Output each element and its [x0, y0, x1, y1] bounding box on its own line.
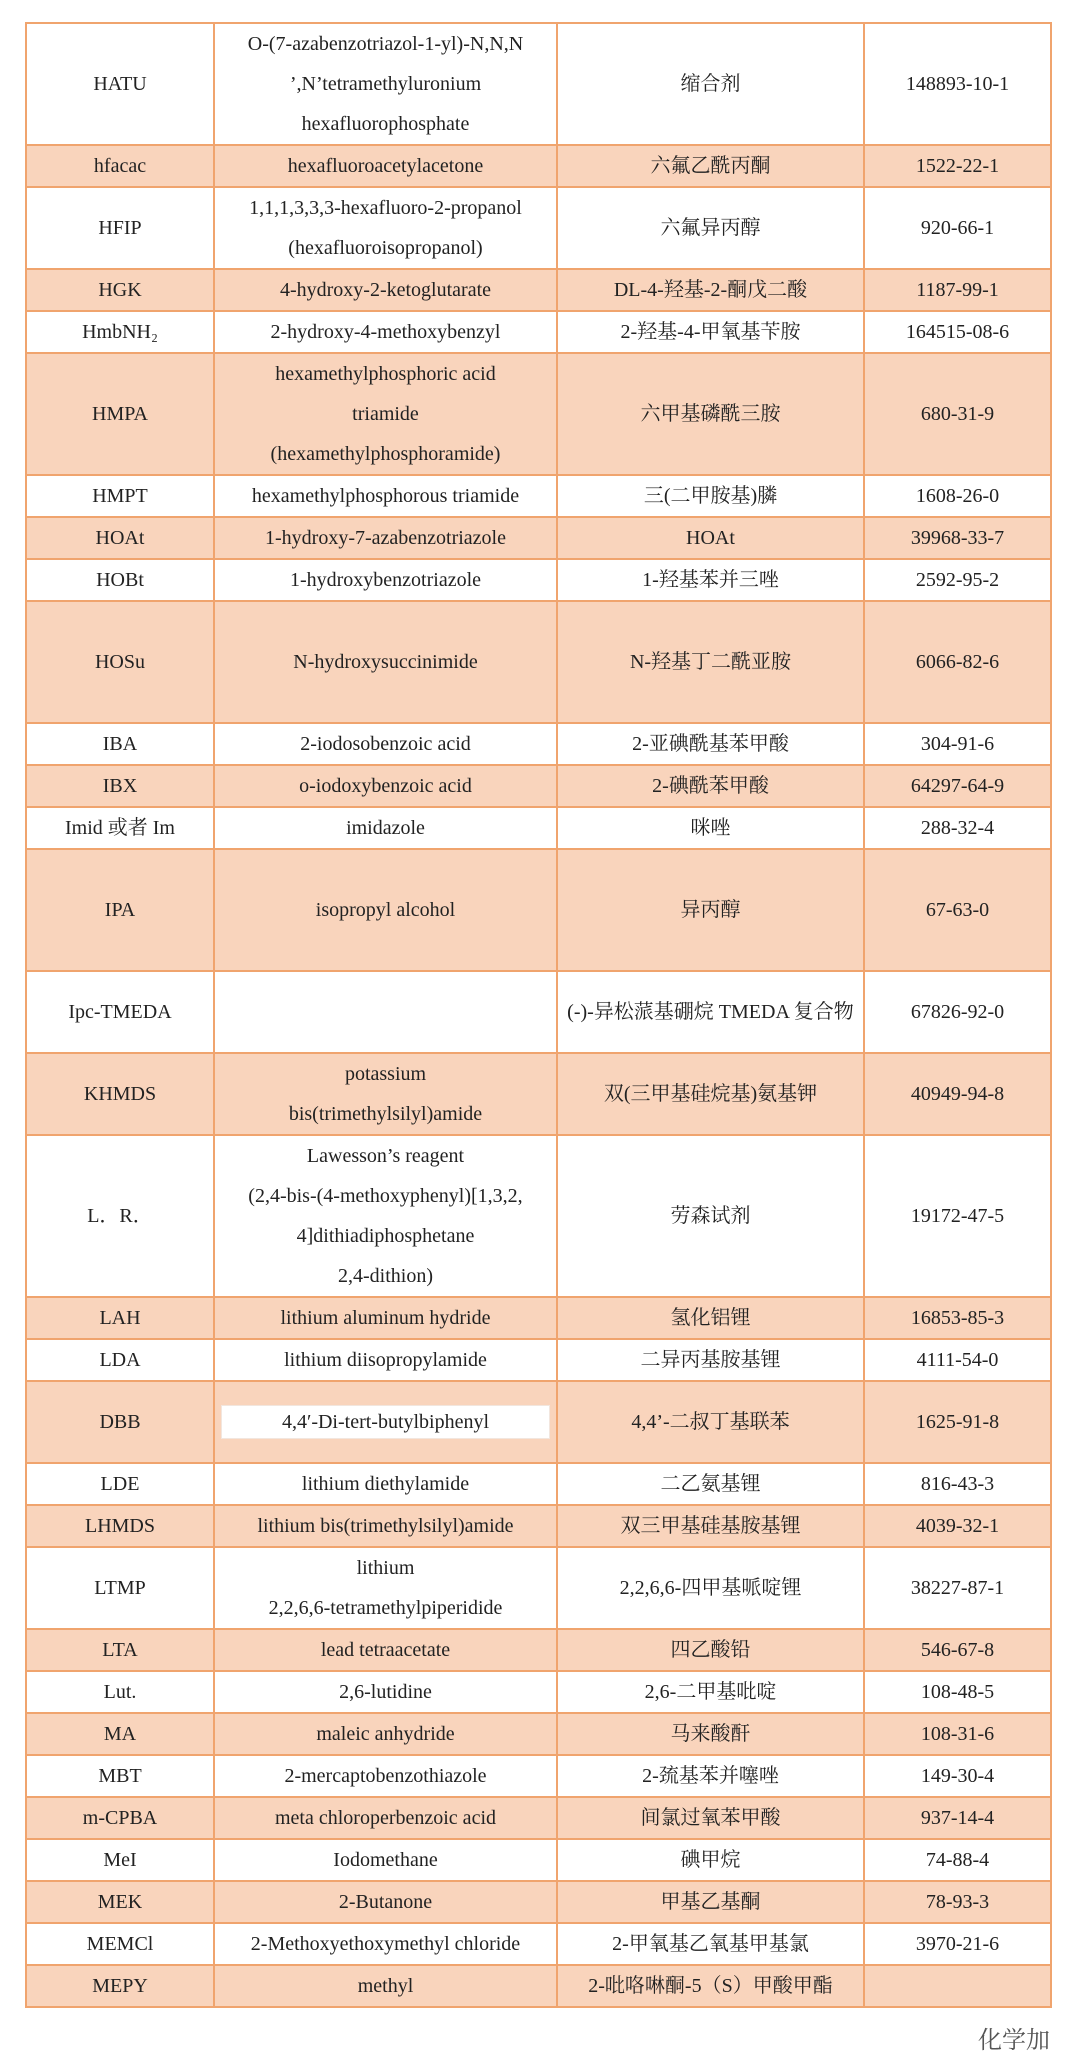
english-name-cell: [214, 601, 557, 723]
watermark-logo-text: 化学加: [978, 2026, 1050, 2054]
english-name-line: maleic anhydride: [316, 1723, 455, 1745]
english-name-line: 2-mercaptobenzothiazole: [284, 1765, 487, 1787]
chinese-name-cell: 2-巯基苯并噻唑: [557, 1755, 864, 1797]
chinese-name-cell: 双三甲基硅基胺基锂: [557, 1505, 864, 1547]
english-name-cell: [214, 1629, 557, 1671]
chinese-name-cell: 缩合剂: [557, 23, 864, 145]
abbreviation-cell: DBB: [26, 1381, 214, 1463]
english-name-cell: [214, 1053, 557, 1135]
english-name-line: 2,6-lutidine: [339, 1681, 432, 1703]
abbreviation-cell: MBT: [26, 1755, 214, 1797]
english-name-line: hexafluoroacetylacetone: [287, 155, 484, 177]
english-name-line: (2,4-bis-(4-methoxyphenyl)[1,3,2,: [248, 1185, 523, 1207]
english-name-cell: [214, 1965, 557, 2007]
english-name-cell: [214, 723, 557, 765]
english-name-cell: [214, 145, 557, 187]
table-row: [26, 1629, 1051, 1671]
table-row: [26, 1713, 1051, 1755]
table-row: [26, 1053, 1051, 1135]
cas-number-cell: 39968-33-7: [864, 517, 1051, 559]
abbreviation-cell: KHMDS: [26, 1053, 214, 1135]
english-name-cell: [214, 517, 557, 559]
english-name-cell: [214, 1923, 557, 1965]
reagent-abbreviation-table: [25, 22, 1052, 2008]
english-name-cell: [214, 1839, 557, 1881]
english-name-cell: [214, 1671, 557, 1713]
table-row: [26, 187, 1051, 269]
cas-number-cell: 680-31-9: [864, 353, 1051, 475]
english-name-cell: [214, 23, 557, 145]
english-name-cell: [214, 187, 557, 269]
cas-number-cell: 74-88-4: [864, 1839, 1051, 1881]
english-name-line: triamide: [352, 403, 419, 425]
table-row: [26, 1339, 1051, 1381]
cas-number-cell: 304-91-6: [864, 723, 1051, 765]
abbreviation-cell: IPA: [26, 849, 214, 971]
cas-number-cell: 108-48-5: [864, 1671, 1051, 1713]
abbreviation-cell: hfacac: [26, 145, 214, 187]
table-row: [26, 517, 1051, 559]
english-name-line: 4-hydroxy-2-ketoglutarate: [279, 279, 492, 301]
table-row: [26, 1505, 1051, 1547]
chinese-name-cell: 2,2,6,6-四甲基哌啶锂: [557, 1547, 864, 1629]
table-row: [26, 1297, 1051, 1339]
abbreviation-cell: L．R．: [26, 1135, 214, 1297]
chinese-name-cell: N-羟基丁二酰亚胺: [557, 601, 864, 723]
cas-number-cell: 816-43-3: [864, 1463, 1051, 1505]
cas-number-cell: 149-30-4: [864, 1755, 1051, 1797]
abbreviation-cell: HOBt: [26, 559, 214, 601]
english-name-cell: [214, 849, 557, 971]
table-row: [26, 807, 1051, 849]
cas-number-cell: 40949-94-8: [864, 1053, 1051, 1135]
table-row: [26, 971, 1051, 1053]
table-row: [26, 269, 1051, 311]
english-name-cell: [214, 1755, 557, 1797]
cas-number-cell: 1187-99-1: [864, 269, 1051, 311]
english-name-line: isopropyl alcohol: [315, 899, 456, 921]
cas-number-cell: 148893-10-1: [864, 23, 1051, 145]
abbreviation-cell: MeI: [26, 1839, 214, 1881]
abbreviation-cell: HGK: [26, 269, 214, 311]
cas-number-cell: 3970-21-6: [864, 1923, 1051, 1965]
english-name-line: lithium aluminum hydride: [280, 1307, 491, 1329]
abbreviation-cell: MA: [26, 1713, 214, 1755]
english-name-cell: [214, 1297, 557, 1339]
chinese-name-cell: 马来酸酐: [557, 1713, 864, 1755]
english-name-line: 2-hydroxy-4-methoxybenzyl: [270, 321, 501, 343]
cas-number-cell: 19172-47-5: [864, 1135, 1051, 1297]
table-row: [26, 1755, 1051, 1797]
chinese-name-cell: 2-甲氧基乙氧基甲基氯: [557, 1923, 864, 1965]
cas-number-cell: 1625-91-8: [864, 1381, 1051, 1463]
table-row: [26, 145, 1051, 187]
table-row: [26, 1381, 1051, 1463]
english-name-line: N-hydroxysuccinimide: [293, 651, 478, 673]
reagent-table-container: [25, 22, 1050, 2008]
cas-number-cell: 38227-87-1: [864, 1547, 1051, 1629]
abbreviation-cell: IBA: [26, 723, 214, 765]
english-name-cell: [214, 269, 557, 311]
english-name-cell: [214, 475, 557, 517]
english-name-cell: [214, 1547, 557, 1629]
cas-number-cell: 78-93-3: [864, 1881, 1051, 1923]
cas-number-cell: 4111-54-0: [864, 1339, 1051, 1381]
english-name-line: 4]dithiadiphosphetane: [296, 1225, 475, 1247]
chinese-name-cell: 2-亚碘酰基苯甲酸: [557, 723, 864, 765]
chinese-name-cell: 四乙酸铅: [557, 1629, 864, 1671]
english-name-line: meta chloroperbenzoic acid: [275, 1807, 496, 1829]
table-row: [26, 723, 1051, 765]
english-name-line: 1,1,1,3,3,3-hexafluoro-2-propanol: [249, 197, 522, 219]
english-name-line: 2-iodosobenzoic acid: [300, 733, 471, 755]
english-name-line: hexafluorophosphate: [301, 113, 470, 135]
table-row: [26, 1839, 1051, 1881]
abbreviation-cell: LTMP: [26, 1547, 214, 1629]
table-row: [26, 1797, 1051, 1839]
english-name-line: O-(7-azabenzotriazol-1-yl)-N,N,N: [247, 33, 524, 55]
english-name-line: lithium diethylamide: [301, 1473, 470, 1495]
cas-number-cell: 16853-85-3: [864, 1297, 1051, 1339]
chinese-name-cell: 双(三甲基硅烷基)氨基钾: [557, 1053, 864, 1135]
english-name-cell: [214, 1505, 557, 1547]
cas-number-cell: 937-14-4: [864, 1797, 1051, 1839]
chinese-name-cell: 六甲基磷酰三胺: [557, 353, 864, 475]
table-row: [26, 1135, 1051, 1297]
table-row: [26, 1547, 1051, 1629]
table-row: [26, 559, 1051, 601]
chinese-name-cell: 间氯过氧苯甲酸: [557, 1797, 864, 1839]
english-name-line: (hexafluoroisopropanol): [288, 237, 483, 259]
table-row: [26, 311, 1051, 353]
table-row: [26, 1671, 1051, 1713]
abbreviation-cell: HOAt: [26, 517, 214, 559]
cas-number-cell: 546-67-8: [864, 1629, 1051, 1671]
english-name-line: 2,4-dithion): [338, 1265, 433, 1287]
chinese-name-cell: 碘甲烷: [557, 1839, 864, 1881]
cas-number-cell: 920-66-1: [864, 187, 1051, 269]
english-name-line: Iodomethane: [333, 1849, 438, 1871]
english-name-cell: [214, 311, 557, 353]
abbreviation-cell: Imid 或者 Im: [26, 807, 214, 849]
abbreviation-cell: HmbNH₂: [26, 311, 214, 353]
chinese-name-cell: 2-碘酰苯甲酸: [557, 765, 864, 807]
chinese-name-cell: 异丙醇: [557, 849, 864, 971]
chinese-name-cell: 二异丙基胺基锂: [557, 1339, 864, 1381]
english-name-cell: [214, 353, 557, 475]
cas-number-cell: [864, 1965, 1051, 2007]
abbreviation-cell: LTA: [26, 1629, 214, 1671]
chinese-name-cell: 2,6-二甲基吡啶: [557, 1671, 864, 1713]
english-name-line: imidazole: [346, 817, 425, 839]
english-name-cell: [214, 559, 557, 601]
chinese-name-cell: DL-4-羟基-2-酮戊二酸: [557, 269, 864, 311]
english-name-line: 4,4′-Di-tert-butylbiphenyl: [221, 1405, 550, 1439]
chinese-name-cell: 4,4’-二叔丁基联苯: [557, 1381, 864, 1463]
english-name-cell: [214, 1881, 557, 1923]
table-row: [26, 1923, 1051, 1965]
table-row: [26, 23, 1051, 145]
chinese-name-cell: 六氟异丙醇: [557, 187, 864, 269]
chinese-name-cell: 二乙氨基锂: [557, 1463, 864, 1505]
chinese-name-cell: 2-羟基-4-甲氧基苄胺: [557, 311, 864, 353]
english-name-line: hexamethylphosphorous triamide: [251, 485, 520, 507]
abbreviation-cell: IBX: [26, 765, 214, 807]
chinese-name-cell: 氢化铝锂: [557, 1297, 864, 1339]
cas-number-cell: 108-31-6: [864, 1713, 1051, 1755]
english-name-line: Lawesson’s reagent: [306, 1145, 465, 1167]
chinese-name-cell: 1-羟基苯并三唑: [557, 559, 864, 601]
english-name-cell: [214, 1797, 557, 1839]
cas-number-cell: 2592-95-2: [864, 559, 1051, 601]
abbreviation-cell: LAH: [26, 1297, 214, 1339]
abbreviation-cell: MEPY: [26, 1965, 214, 2007]
english-name-line: ’,N’tetramethyluronium: [289, 73, 482, 95]
english-name-cell: [214, 765, 557, 807]
chinese-name-cell: 劳森试剂: [557, 1135, 864, 1297]
table-row: [26, 475, 1051, 517]
chinese-name-cell: 2-吡咯啉酮-5（S）甲酸甲酯: [557, 1965, 864, 2007]
table-row: [26, 849, 1051, 971]
english-name-cell: [214, 807, 557, 849]
chinese-name-cell: (-)-异松蒎基硼烷 TMEDA 复合物: [557, 971, 864, 1053]
english-name-line: lead tetraacetate: [320, 1639, 451, 1661]
abbreviation-cell: MEK: [26, 1881, 214, 1923]
english-name-line: potassium: [344, 1063, 427, 1085]
cas-number-cell: 67826-92-0: [864, 971, 1051, 1053]
english-name-line: (hexamethylphosphoramide): [270, 443, 501, 465]
cas-number-cell: 164515-08-6: [864, 311, 1051, 353]
english-name-line: lithium diisopropylamide: [284, 1349, 487, 1371]
abbreviation-cell: HMPT: [26, 475, 214, 517]
table-row: [26, 765, 1051, 807]
english-name-cell: [214, 1463, 557, 1505]
english-name-line: lithium: [356, 1557, 415, 1579]
english-name-cell: [214, 1381, 557, 1463]
cas-number-cell: 67-63-0: [864, 849, 1051, 971]
table-row: [26, 353, 1051, 475]
english-name-cell: [214, 1713, 557, 1755]
english-name-cell: [214, 971, 557, 1053]
abbreviation-cell: Ipc-TMEDA: [26, 971, 214, 1053]
english-name-line: 1-hydroxy-7-azabenzotriazole: [265, 527, 506, 549]
chinese-name-cell: 甲基乙基酮: [557, 1881, 864, 1923]
english-name-line: bis(trimethylsilyl)amide: [288, 1103, 483, 1125]
cas-number-cell: 1608-26-0: [864, 475, 1051, 517]
abbreviation-cell: Lut.: [26, 1671, 214, 1713]
chinese-name-cell: 三(二甲胺基)膦: [557, 475, 864, 517]
english-name-line: methyl: [357, 1975, 414, 1997]
abbreviation-cell: HATU: [26, 23, 214, 145]
english-name-cell: [214, 1339, 557, 1381]
chinese-name-cell: 六氟乙酰丙酮: [557, 145, 864, 187]
table-row: [26, 1881, 1051, 1923]
table-row: [26, 1463, 1051, 1505]
english-name-line: 2,2,6,6-tetramethylpiperidide: [268, 1597, 503, 1619]
cas-number-cell: 6066-82-6: [864, 601, 1051, 723]
table-row: [26, 1965, 1051, 2007]
cas-number-cell: 4039-32-1: [864, 1505, 1051, 1547]
abbreviation-cell: m-CPBA: [26, 1797, 214, 1839]
abbreviation-cell: HOSu: [26, 601, 214, 723]
english-name-cell: [214, 1135, 557, 1297]
chinese-name-cell: 咪唑: [557, 807, 864, 849]
english-name-line: hexamethylphosphoric acid: [275, 363, 496, 385]
english-name-line: o-iodoxybenzoic acid: [299, 775, 472, 797]
chinese-name-cell: HOAt: [557, 517, 864, 559]
abbreviation-cell: HMPA: [26, 353, 214, 475]
table-row: [26, 601, 1051, 723]
english-name-line: 1-hydroxybenzotriazole: [289, 569, 482, 591]
abbreviation-cell: LHMDS: [26, 1505, 214, 1547]
abbreviation-cell: HFIP: [26, 187, 214, 269]
abbreviation-cell: LDA: [26, 1339, 214, 1381]
english-name-line: 2-Butanone: [338, 1891, 433, 1913]
english-name-line: lithium bis(trimethylsilyl)amide: [257, 1515, 514, 1537]
abbreviation-cell: LDE: [26, 1463, 214, 1505]
cas-number-cell: 1522-22-1: [864, 145, 1051, 187]
english-name-line: 2-Methoxyethoxymethyl chloride: [250, 1933, 521, 1955]
cas-number-cell: 64297-64-9: [864, 765, 1051, 807]
abbreviation-cell: MEMCl: [26, 1923, 214, 1965]
cas-number-cell: 288-32-4: [864, 807, 1051, 849]
